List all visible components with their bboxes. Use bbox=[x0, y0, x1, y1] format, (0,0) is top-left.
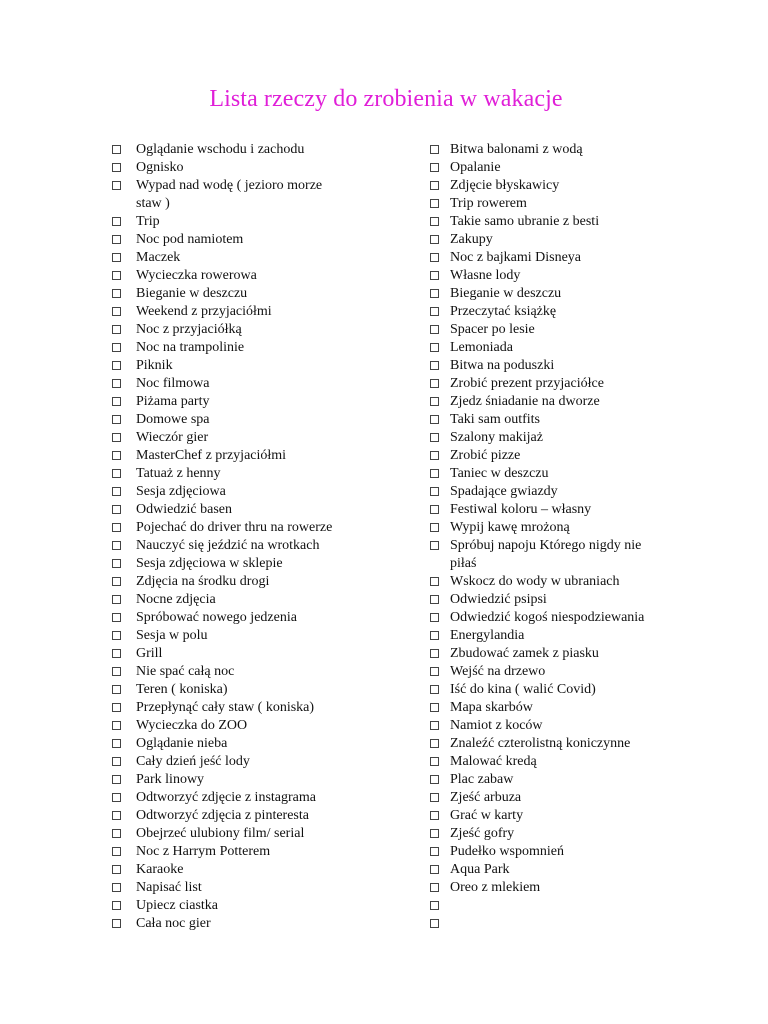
checklist-item bbox=[112, 303, 332, 321]
checklist-item bbox=[112, 753, 332, 771]
checklist-item-label: Bitwa na poduszki bbox=[450, 358, 555, 373]
checkbox-icon[interactable] bbox=[112, 847, 121, 856]
checkbox-icon[interactable] bbox=[112, 181, 121, 190]
checklist-item-label: Grać w karty bbox=[450, 808, 524, 823]
checklist-item-label: Wypij kawę mrożoną bbox=[450, 520, 570, 535]
checklist-item-label: Nauczyć się jeździć na wrotkach bbox=[136, 538, 320, 553]
checkbox-icon[interactable] bbox=[430, 253, 439, 262]
checkbox-icon[interactable] bbox=[112, 145, 121, 154]
checkbox-icon[interactable] bbox=[112, 775, 121, 784]
checkbox-icon[interactable] bbox=[112, 829, 121, 838]
checklist-item bbox=[112, 141, 332, 159]
checkbox-icon[interactable] bbox=[430, 505, 439, 514]
checklist-item bbox=[112, 717, 332, 735]
checklist-item bbox=[112, 573, 332, 591]
checklist-item-label: Grill bbox=[136, 646, 163, 661]
checkbox-icon[interactable] bbox=[112, 343, 121, 352]
checklist-item-label: Wejść na drzewo bbox=[450, 664, 546, 679]
checkbox-icon[interactable] bbox=[430, 415, 439, 424]
checkbox-icon[interactable] bbox=[112, 577, 121, 586]
checklist-item bbox=[112, 789, 332, 807]
checkbox-icon[interactable] bbox=[112, 811, 121, 820]
checklist-item bbox=[112, 735, 332, 753]
checklist-item-label: Aqua Park bbox=[450, 862, 510, 877]
checklist-item-label: Wycieczka rowerowa bbox=[136, 268, 257, 283]
checklist-item-label: Noc z bajkami Disneya bbox=[450, 250, 582, 265]
checklist-item bbox=[430, 519, 644, 537]
checkbox-icon[interactable] bbox=[112, 451, 121, 460]
checklist-item bbox=[430, 645, 644, 663]
checklist-item bbox=[112, 897, 332, 915]
checkbox-icon[interactable] bbox=[430, 163, 439, 172]
checklist-item-label: Energylandia bbox=[450, 628, 525, 643]
checklist-item-label: Weekend z przyjaciółmi bbox=[136, 304, 272, 319]
checklist-item bbox=[430, 627, 644, 645]
checkbox-icon[interactable] bbox=[112, 379, 121, 388]
checkbox-icon[interactable] bbox=[430, 181, 439, 190]
checkbox-icon[interactable] bbox=[430, 793, 439, 802]
checklist-item bbox=[430, 465, 644, 483]
checklist-item bbox=[430, 699, 644, 717]
checklist-item-label: Nie spać całą noc bbox=[136, 664, 235, 679]
checklist-item bbox=[112, 393, 332, 411]
checklist-item-label: Trip rowerem bbox=[450, 196, 527, 211]
checklist-item bbox=[112, 321, 332, 339]
checklist-item bbox=[430, 789, 644, 807]
checklist-item bbox=[112, 429, 332, 447]
checklist-left-column bbox=[112, 141, 332, 933]
checklist-item-label: Napisać list bbox=[136, 880, 202, 895]
checklist-item-label: Odtworzyć zdjęcia z pinteresta bbox=[136, 808, 309, 823]
checkbox-icon[interactable] bbox=[430, 757, 439, 766]
checklist-item-label: Zjedz śniadanie na dworze bbox=[450, 394, 600, 409]
checklist-item bbox=[112, 285, 332, 303]
checklist-item-label: Mapa skarbów bbox=[450, 700, 533, 715]
document-title: Lista rzeczy do zrobienia w wakacje bbox=[209, 86, 563, 112]
checkbox-icon[interactable] bbox=[430, 883, 439, 892]
checklist-item bbox=[112, 915, 332, 933]
checklist-item bbox=[430, 213, 644, 231]
checkbox-icon[interactable] bbox=[112, 397, 121, 406]
checklist-item-label: Cały dzień jeść lody bbox=[136, 754, 250, 769]
checklist-item bbox=[112, 357, 332, 375]
checklist-item-label: Upiecz ciastka bbox=[136, 898, 219, 913]
checklist-item bbox=[112, 339, 332, 357]
checklist-item bbox=[112, 699, 332, 717]
checklist-item-label: Zdjęcie błyskawicy bbox=[450, 178, 560, 193]
checkbox-icon[interactable] bbox=[112, 217, 121, 226]
checkbox-icon[interactable] bbox=[112, 433, 121, 442]
checkbox-icon[interactable] bbox=[112, 595, 121, 604]
checklist-item bbox=[430, 303, 644, 321]
checkbox-icon[interactable] bbox=[112, 901, 121, 910]
checklist-item-label: Spróbować nowego jedzenia bbox=[136, 610, 297, 625]
checklist-item-label: Sesja zdjęciowa w sklepie bbox=[136, 556, 283, 571]
checkbox-icon[interactable] bbox=[430, 847, 439, 856]
checklist-item-label: Własne lody bbox=[450, 268, 521, 283]
checkbox-icon[interactable] bbox=[112, 289, 121, 298]
checklist-item bbox=[112, 501, 332, 519]
checklist-item-label: Lemoniada bbox=[450, 340, 513, 355]
checklist-item bbox=[112, 843, 332, 861]
checklist-item-label: Bitwa balonami z wodą bbox=[450, 142, 583, 157]
checkbox-icon[interactable] bbox=[430, 397, 439, 406]
checklist-item bbox=[112, 177, 332, 213]
checklist-item-label: Zdjęcia na środku drogi bbox=[136, 574, 270, 589]
checkbox-icon[interactable] bbox=[430, 901, 439, 910]
checklist-item-label: Przepłynąć cały staw ( koniska) bbox=[136, 700, 315, 715]
checkbox-icon[interactable] bbox=[112, 613, 121, 622]
checkbox-icon[interactable] bbox=[430, 145, 439, 154]
checklist-item bbox=[112, 447, 332, 465]
checklist-item-label: Noc filmowa bbox=[136, 376, 210, 391]
checklist-item bbox=[430, 573, 644, 591]
checklist-item-label: Wskocz do wody w ubraniach bbox=[450, 574, 620, 589]
checklist-item bbox=[430, 321, 644, 339]
checklist-item-label: Piżama party bbox=[136, 394, 210, 409]
checklist-item bbox=[430, 537, 644, 573]
checkbox-icon[interactable] bbox=[112, 415, 121, 424]
checklist-item bbox=[430, 717, 644, 735]
checklist-item-label: Taki sam outfits bbox=[450, 412, 541, 427]
checkbox-icon[interactable] bbox=[112, 307, 121, 316]
checkbox-icon[interactable] bbox=[112, 757, 121, 766]
checkbox-icon[interactable] bbox=[112, 919, 121, 928]
checkbox-icon[interactable] bbox=[430, 379, 439, 388]
checklist-item bbox=[430, 393, 644, 411]
checkbox-icon[interactable] bbox=[430, 307, 439, 316]
checkbox-icon[interactable] bbox=[112, 271, 121, 280]
checkbox-icon[interactable] bbox=[430, 775, 439, 784]
checklist-item bbox=[430, 375, 644, 393]
checklist-item-label: Park linowy bbox=[136, 772, 205, 787]
checkbox-icon[interactable] bbox=[112, 703, 121, 712]
checklist-item-label: Zrobić pizze bbox=[450, 448, 521, 463]
checklist-item bbox=[112, 681, 332, 699]
checkbox-icon[interactable] bbox=[430, 811, 439, 820]
checklist-item-label: Pudełko wspomnień bbox=[450, 844, 564, 859]
checklist-item bbox=[112, 519, 332, 537]
checklist-item bbox=[430, 825, 644, 843]
checklist-item-label: Pojechać do driver thru na rowerze bbox=[136, 520, 333, 535]
checklist-item bbox=[430, 807, 644, 825]
checkbox-icon[interactable] bbox=[112, 649, 121, 658]
checkbox-icon[interactable] bbox=[430, 613, 439, 622]
checklist-item bbox=[430, 591, 644, 609]
checkbox-icon[interactable] bbox=[112, 253, 121, 262]
checkbox-icon[interactable] bbox=[112, 793, 121, 802]
checklist-item-label: Iść do kina ( walić Covid) bbox=[450, 682, 596, 697]
checkbox-icon[interactable] bbox=[430, 325, 439, 334]
checklist-item-label: Nocne zdjęcia bbox=[136, 592, 216, 607]
checklist-item-label: Bieganie w deszczu bbox=[450, 286, 562, 301]
checklist-item-label: Domowe spa bbox=[136, 412, 210, 427]
checklist-item bbox=[430, 195, 644, 213]
checklist-item bbox=[430, 843, 644, 861]
checklist-item-label: Odwiedzić basen bbox=[136, 502, 233, 517]
checkbox-icon[interactable] bbox=[430, 235, 439, 244]
checklist-item-label: Sesja w polu bbox=[136, 628, 208, 643]
checklist-item bbox=[430, 141, 644, 159]
checklist-item bbox=[430, 663, 644, 681]
checklist-item bbox=[430, 879, 644, 897]
checklist-item-label: Bieganie w deszczu bbox=[136, 286, 248, 301]
checkbox-icon[interactable] bbox=[430, 829, 439, 838]
checklist-item bbox=[112, 465, 332, 483]
checklist-item-label: Noc z Harrym Potterem bbox=[136, 844, 271, 859]
checklist-item bbox=[112, 159, 332, 177]
checklist-item-label: Spróbuj napoju Którego nigdy nie piłaś bbox=[450, 538, 642, 571]
checklist-item bbox=[112, 627, 332, 645]
checklist-item bbox=[430, 231, 644, 249]
checklist-item bbox=[112, 555, 332, 573]
checklist-item-label: Takie samo ubranie z besti bbox=[450, 214, 600, 229]
checkbox-icon[interactable] bbox=[112, 739, 121, 748]
checkbox-icon[interactable] bbox=[112, 523, 121, 532]
checkbox-icon[interactable] bbox=[430, 739, 439, 748]
checkbox-icon[interactable] bbox=[430, 343, 439, 352]
checklist-item-label: Zbudować zamek z piasku bbox=[450, 646, 599, 661]
checklist-item-label: Odwiedzić psipsi bbox=[450, 592, 547, 607]
checklist-item-label: Oreo z mlekiem bbox=[450, 880, 541, 895]
checklist-item bbox=[112, 231, 332, 249]
checklist-item bbox=[430, 681, 644, 699]
checkbox-icon[interactable] bbox=[430, 469, 439, 478]
checklist-item bbox=[430, 249, 644, 267]
checklist-item-label: Trip bbox=[136, 214, 160, 229]
checklist-item bbox=[112, 483, 332, 501]
checklist-item-label: Ognisko bbox=[136, 160, 184, 175]
checklist-item bbox=[430, 285, 644, 303]
checklist-item-label: Wypad nad wodę ( jezioro morze staw ) bbox=[136, 178, 323, 211]
checklist-item-label: Noc pod namiotem bbox=[136, 232, 244, 247]
checklist-item-label: Noc na trampolinie bbox=[136, 340, 245, 355]
checkbox-icon[interactable] bbox=[112, 631, 121, 640]
checkbox-icon[interactable] bbox=[430, 703, 439, 712]
checklist-item-label: Obejrzeć ulubiony film/ serial bbox=[136, 826, 305, 841]
checklist-item-label: Zrobić prezent przyjaciółce bbox=[450, 376, 604, 391]
checkbox-icon[interactable] bbox=[112, 685, 121, 694]
checklist-item bbox=[430, 609, 644, 627]
checkbox-icon[interactable] bbox=[112, 235, 121, 244]
checkbox-icon[interactable] bbox=[112, 469, 121, 478]
checklist-item bbox=[430, 483, 644, 501]
checkbox-icon[interactable] bbox=[112, 361, 121, 370]
checklist-item bbox=[430, 753, 644, 771]
checklist-item-label: Wieczór gier bbox=[136, 430, 209, 445]
checklist-item-label: Zjeść gofry bbox=[450, 826, 515, 841]
checkbox-icon[interactable] bbox=[430, 685, 439, 694]
checklist-item bbox=[112, 663, 332, 681]
checklist-item bbox=[112, 879, 332, 897]
checklist-item-label: Spacer po lesie bbox=[450, 322, 535, 337]
checklist-item bbox=[112, 249, 332, 267]
checklist-item bbox=[112, 609, 332, 627]
checklist-item bbox=[430, 861, 644, 879]
checklist-item-label: Spadające gwiazdy bbox=[450, 484, 558, 499]
checkbox-icon[interactable] bbox=[112, 163, 121, 172]
checklist-item-label: Zakupy bbox=[450, 232, 493, 247]
checklist-item bbox=[430, 915, 644, 933]
checklist-item-label: Oglądanie nieba bbox=[136, 736, 228, 751]
checklist-item-label: Oglądanie wschodu i zachodu bbox=[136, 142, 305, 157]
checklist-item bbox=[112, 213, 332, 231]
checklist-item bbox=[430, 771, 644, 789]
checklist-item bbox=[112, 267, 332, 285]
checkbox-icon[interactable] bbox=[430, 865, 439, 874]
checklist-item bbox=[112, 645, 332, 663]
checklist-item-label: Tatuaż z henny bbox=[136, 466, 221, 481]
checklist-item bbox=[112, 537, 332, 555]
checkbox-icon[interactable] bbox=[430, 631, 439, 640]
checkbox-icon[interactable] bbox=[430, 667, 439, 676]
checklist-item-label: Szalony makijaż bbox=[450, 430, 543, 445]
checklist-item-label: Taniec w deszczu bbox=[450, 466, 549, 481]
checklist-item bbox=[112, 375, 332, 393]
checklist-item-label: MasterChef z przyjaciółmi bbox=[136, 448, 287, 463]
checkbox-icon[interactable] bbox=[430, 577, 439, 586]
checklist-item bbox=[430, 357, 644, 375]
checklist-item-label: Piknik bbox=[136, 358, 173, 373]
checklist-item-label: Przeczytać książkę bbox=[450, 304, 557, 319]
checklist-item-label: Noc z przyjaciółką bbox=[136, 322, 242, 337]
checkbox-icon[interactable] bbox=[430, 361, 439, 370]
checkbox-icon[interactable] bbox=[430, 451, 439, 460]
checklist-item bbox=[112, 807, 332, 825]
checklist-item bbox=[430, 897, 644, 915]
checklist-item bbox=[430, 159, 644, 177]
checkbox-icon[interactable] bbox=[430, 487, 439, 496]
checklist-item-label: Teren ( koniska) bbox=[136, 682, 228, 697]
checkbox-icon[interactable] bbox=[430, 433, 439, 442]
checklist-item bbox=[430, 411, 644, 429]
checkbox-icon[interactable] bbox=[430, 199, 439, 208]
checkbox-icon[interactable] bbox=[430, 721, 439, 730]
checkbox-icon[interactable] bbox=[112, 487, 121, 496]
checklist-item-label: Opalanie bbox=[450, 160, 501, 175]
checklist-item bbox=[112, 825, 332, 843]
checklist-item-label: Festiwal koloru – własny bbox=[450, 502, 592, 517]
checklist-item-label: Odtworzyć zdjęcie z instagrama bbox=[136, 790, 316, 805]
checkbox-icon[interactable] bbox=[112, 325, 121, 334]
checkbox-icon[interactable] bbox=[112, 541, 121, 550]
checklist-item-label: Zjeść arbuza bbox=[450, 790, 522, 805]
checklist-item-label: Namiot z koców bbox=[450, 718, 543, 733]
checklist-item-label: Znaleźć czterolistną koniczynne bbox=[450, 736, 631, 751]
checklist-item-label: Odwiedzić kogoś niespodziewania bbox=[450, 610, 645, 625]
checklist-item bbox=[430, 501, 644, 519]
checkbox-icon[interactable] bbox=[430, 271, 439, 280]
checklist-item bbox=[430, 447, 644, 465]
checklist-item-label: Wycieczka do ZOO bbox=[136, 718, 248, 733]
checkbox-icon[interactable] bbox=[430, 919, 439, 928]
checklist-item bbox=[430, 429, 644, 447]
checkbox-icon[interactable] bbox=[112, 559, 121, 568]
checkbox-icon[interactable] bbox=[430, 649, 439, 658]
checkbox-icon[interactable] bbox=[430, 595, 439, 604]
checkbox-icon[interactable] bbox=[112, 505, 121, 514]
checklist-item-label: Karaoke bbox=[136, 862, 184, 877]
checklist-item bbox=[430, 735, 644, 753]
checkbox-icon[interactable] bbox=[112, 667, 121, 676]
checklist-item bbox=[112, 411, 332, 429]
checkbox-icon[interactable] bbox=[112, 865, 121, 874]
checkbox-icon[interactable] bbox=[430, 541, 439, 550]
checklist-item bbox=[112, 771, 332, 789]
checkbox-icon[interactable] bbox=[430, 523, 439, 532]
checklist-item bbox=[430, 177, 644, 195]
checkbox-icon[interactable] bbox=[112, 883, 121, 892]
checklist-item-label: Plac zabaw bbox=[450, 772, 514, 787]
checklist-item-label: Malować kredą bbox=[450, 754, 537, 769]
checklist-item bbox=[112, 861, 332, 879]
checklist-item-label: Cała noc gier bbox=[136, 916, 211, 931]
checklist-right-column bbox=[430, 141, 644, 933]
checklist-item bbox=[430, 339, 644, 357]
checklist-item bbox=[112, 591, 332, 609]
checklist-item-label: Maczek bbox=[136, 250, 181, 265]
checkbox-icon[interactable] bbox=[430, 289, 439, 298]
checklist-item bbox=[430, 267, 644, 285]
checklist-item-label: Sesja zdjęciowa bbox=[136, 484, 226, 499]
checkbox-icon[interactable] bbox=[430, 217, 439, 226]
checkbox-icon[interactable] bbox=[112, 721, 121, 730]
